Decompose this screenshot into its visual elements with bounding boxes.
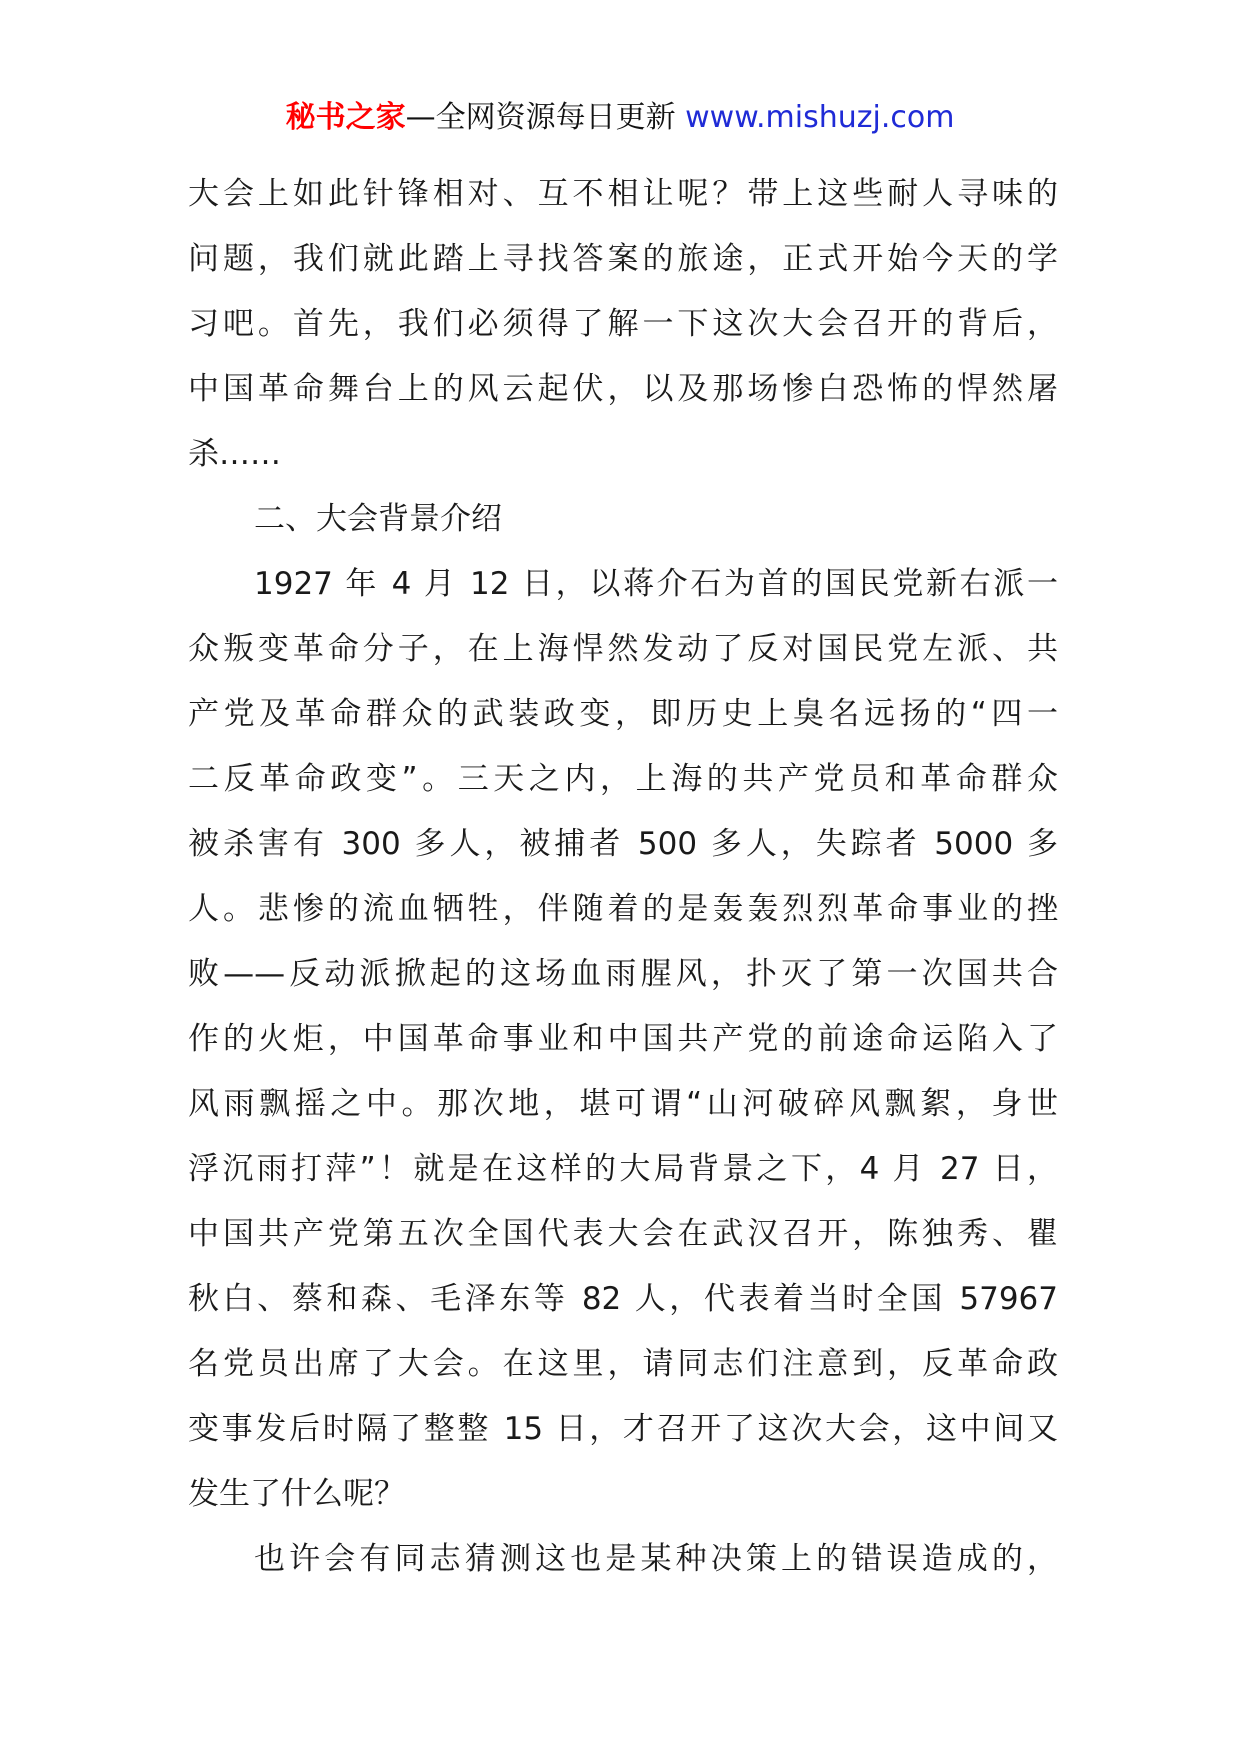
text-line: 众叛变革命分子，在上海悍然发动了反对国民党左派、共	[188, 631, 1058, 667]
text-line: 也许会有同志猜测这也是某种决策上的错误造成的，	[254, 1541, 1058, 1577]
text-line: 问题，我们就此踏上寻找答案的旅途，正式开始今天的学	[188, 241, 1058, 277]
text-line: 作的火炬，中国革命事业和中国共产党的前途命运陷入了	[188, 1021, 1058, 1057]
text-line: 名党员出席了大会。在这里，请同志们注意到，反革命政	[188, 1346, 1058, 1382]
brand-name: 秘书之家	[285, 100, 406, 135]
text-line: 中国革命舞台上的风云起伏，以及那场惨白恐怖的悍然屠	[188, 371, 1058, 407]
text-line: 1927 年 4 月 12 日，以蒋介石为首的国民党新右派一	[254, 566, 1058, 602]
text-line: 二、大会背景介绍	[254, 501, 502, 537]
site-url-link[interactable]: www.mishuzj.com	[685, 100, 955, 135]
banner-tagline: —全网资源每日更新	[405, 100, 686, 135]
text-line: 二反革命政变”。三天之内，上海的共产党员和革命群众	[188, 761, 1058, 797]
text-line: 被杀害有 300 多人，被捕者 500 多人，失踪者 5000 多	[188, 826, 1058, 862]
text-line: 中国共产党第五次全国代表大会在武汉召开，陈独秀、瞿	[188, 1216, 1058, 1252]
text-line: 变事发后时隔了整整 15 日，才召开了这次大会，这中间又	[188, 1411, 1058, 1447]
text-line: 人。悲惨的流血牺牲，伴随着的是轰轰烈烈革命事业的挫	[188, 891, 1058, 927]
text-line: 习吧。首先，我们必须得了解一下这次大会召开的背后，	[188, 306, 1058, 342]
text-line: 发生了什么呢？	[188, 1476, 405, 1512]
text-line: 产党及革命群众的武装政变，即历史上臭名远扬的“四一	[188, 696, 1058, 732]
text-line: 浮沉雨打萍”！就是在这样的大局背景之下，4 月 27 日，	[188, 1151, 1058, 1187]
text-line: 秋白、蔡和森、毛泽东等 82 人，代表着当时全国 57967	[188, 1281, 1058, 1317]
text-line: 风雨飘摇之中。那次地，堪可谓“山河破碎风飘絮，身世	[188, 1086, 1058, 1122]
site-banner	[0, 98, 1240, 138]
document-body	[188, 162, 1058, 1592]
text-line: 败——反动派掀起的这场血雨腥风，扑灭了第一次国共合	[188, 956, 1058, 992]
text-line: 大会上如此针锋相对、互不相让呢？带上这些耐人寻味的	[188, 176, 1058, 212]
text-line: 杀……	[188, 436, 281, 472]
